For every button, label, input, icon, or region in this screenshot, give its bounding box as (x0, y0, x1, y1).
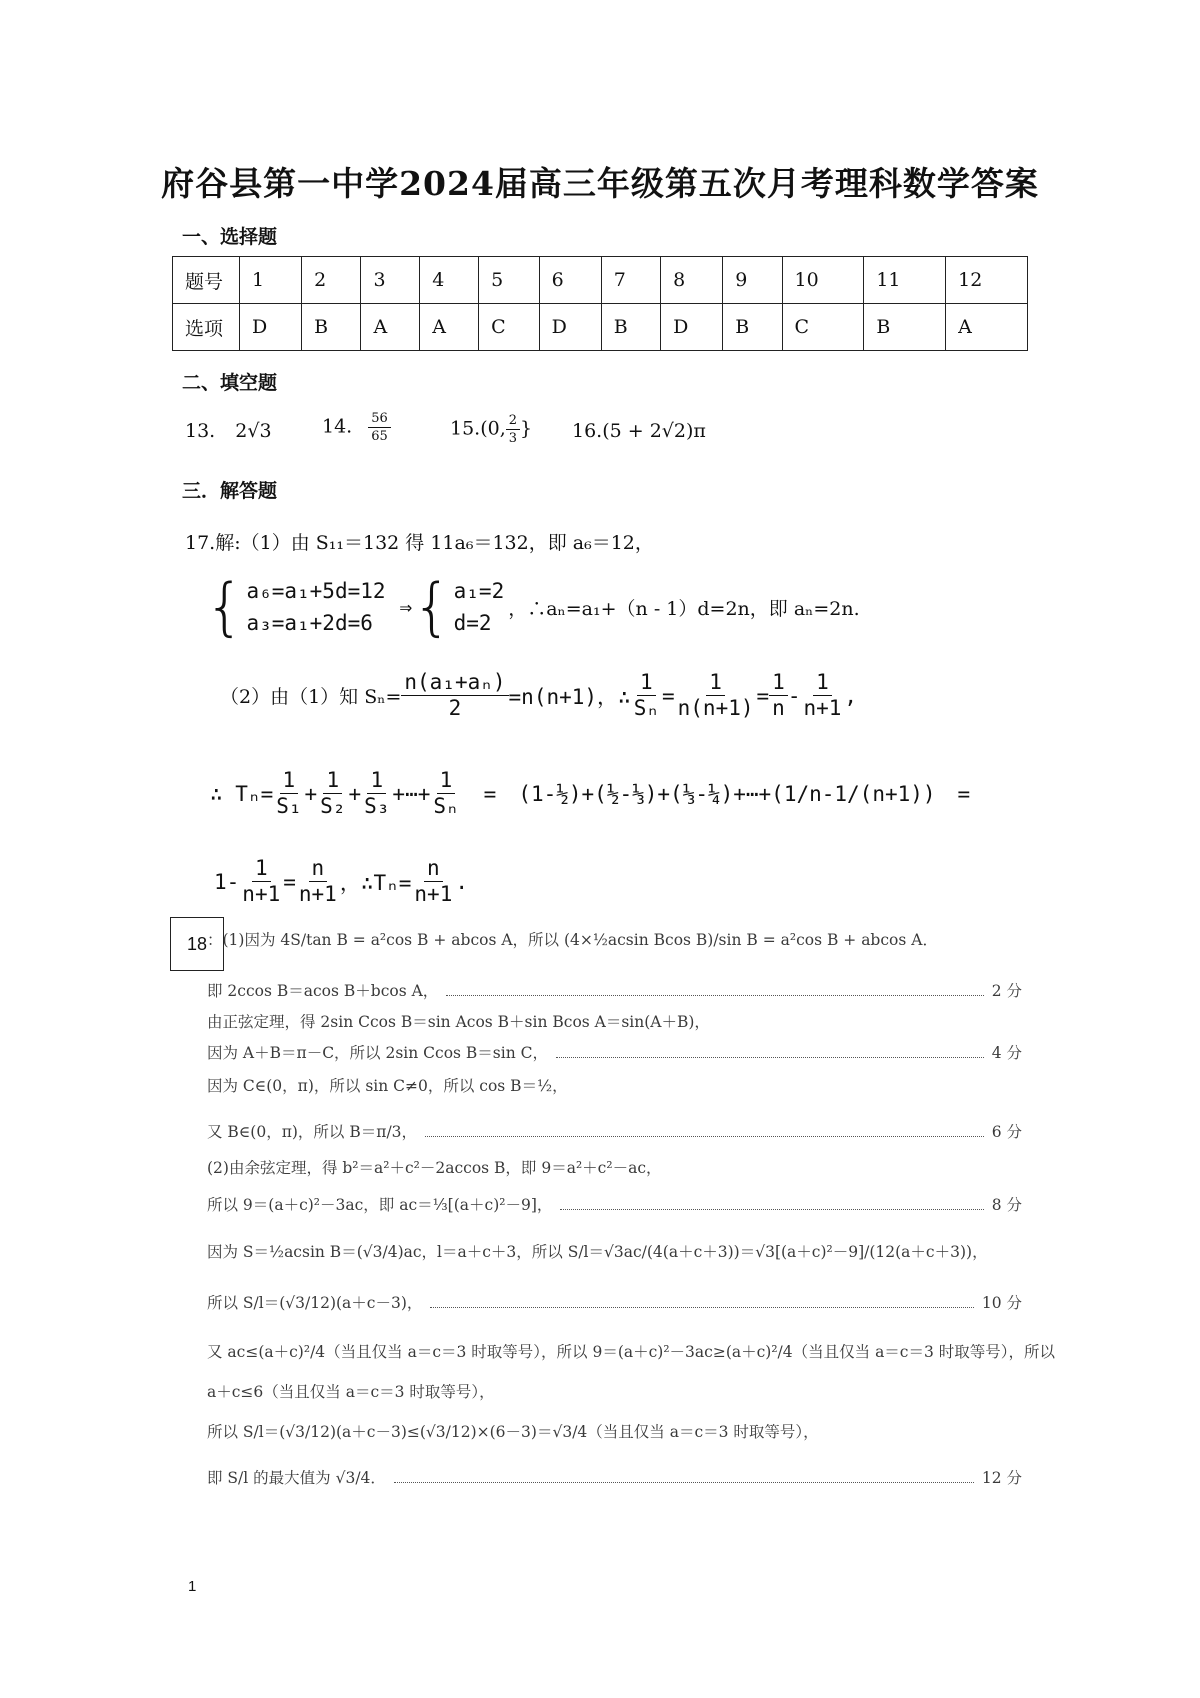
answer-cell: D (661, 304, 723, 351)
system-eq-1: a₆=a₁+5d=12 (246, 579, 386, 603)
fill-q15 (450, 414, 532, 445)
numerator: 1 (280, 770, 299, 794)
q18-line-text: 由正弦定理，得 2sin Ccos B＝sin Acos B＋sin Bcos A＝sin(A＋B)， (207, 1013, 710, 1031)
q18-line-text: 因为 A＋B＝π－C，所以 2sin Ccos B＝sin C， (207, 1044, 548, 1062)
implies-arrow: ⇒ (399, 595, 413, 619)
q15-label: 15.(0, (450, 417, 506, 440)
score-label: 6 分 (991, 1123, 1022, 1141)
system-solution (454, 579, 505, 635)
q17-part2: （2）由（1）知 Sₙ= $\frac{\text{n(a₁+aₙ)}}{2}$ =n(n+1)，∴ $\frac{1}{\text{Sₙ}}$ = $\frac{1}{n(n+1)}$ = $\frac{1}{n}$ - $\frac{1}{n+1}$ , (220, 670, 858, 720)
solution-d: d=2 (453, 611, 492, 635)
final-prefix: 1- (214, 869, 240, 894)
q18-line (207, 1041, 1022, 1063)
numerator: n (309, 858, 328, 882)
q18-line (207, 1466, 1022, 1488)
fill-q13 (185, 420, 272, 442)
numerator: n (424, 858, 443, 882)
score-label: 12 分 (981, 1469, 1022, 1487)
answer-table (172, 256, 1028, 351)
answer-cell: D (539, 304, 601, 351)
question-number-cell: 8 (661, 257, 723, 304)
denominator: n(n+1) (677, 696, 754, 720)
row-label: 选项 (173, 304, 240, 351)
denominator: n+1 (298, 882, 337, 906)
page-number: 1 (188, 1578, 197, 1595)
numerator: 1 (769, 672, 788, 696)
q18-line (207, 1074, 1022, 1096)
q18-line (207, 1291, 1022, 1313)
denominator: n+1 (803, 696, 842, 720)
section-fill-heading: 二、填空题 (182, 372, 278, 394)
frac-1-nn1 (675, 672, 757, 719)
p2-prefix: （2）由（1）知 Sₙ= (220, 686, 402, 708)
leader-dots (425, 1136, 984, 1137)
leader-dots (560, 1209, 983, 1210)
fill-q14 (322, 412, 391, 443)
leader-dots (394, 1482, 974, 1483)
left-brace-icon: { (205, 570, 245, 643)
q18-line (207, 979, 1022, 1001)
final-frac-2 (296, 858, 340, 905)
denominator: n+1 (242, 882, 281, 906)
q15-denominator: 3 (508, 431, 518, 446)
final-frac-1 (239, 858, 283, 905)
score-label: 2 分 (991, 982, 1022, 1000)
q17-line1: 17.解:（1）由 S₁₁＝132 得 11a₆＝132，即 a₆＝12， (185, 532, 654, 554)
q18-line (207, 1010, 1022, 1032)
q18-line-text: ：(1)因为 4S/tan B = a²cos B + abcos A，所以 (4×½acsin Bcos B)/sin B = a²cos B + abcos A． (207, 931, 938, 949)
question-number-cell: 5 (479, 257, 540, 304)
q17-system (205, 568, 860, 646)
answer-cell: D (240, 304, 302, 351)
q15-close: } (520, 417, 533, 440)
answer-cell: B (723, 304, 782, 351)
page-title: 府谷县第一中学2024届高三年级第五次月考理科数学答案 (161, 164, 1039, 203)
numerator: 1 (252, 858, 271, 882)
system-eq-2: a₃=a₁+2d=6 (246, 611, 373, 635)
leader-dots (446, 995, 983, 996)
q18-line-text: 即 2ccos B＝acos B＋bcos A， (207, 982, 439, 1000)
numerator: 1 (323, 770, 342, 794)
denominator: S₂ (320, 794, 346, 818)
answer-cell: C (782, 304, 864, 351)
answer-cell: A (946, 304, 1028, 351)
sn-fraction (401, 672, 508, 719)
tn-term-1 (273, 770, 304, 817)
tn-term-3 (361, 770, 392, 817)
q18-line (207, 1340, 1056, 1362)
q18-line-text: 所以 9＝(a＋c)²－3ac，即 ac＝⅓[(a＋c)²－9]， (207, 1196, 553, 1214)
q18-line-text: 因为 C∈(0，π)，所以 sin C≠0，所以 cos B＝½， (207, 1077, 568, 1095)
q18-line-text: 即 S/l 的最大值为 √3/4． (207, 1469, 386, 1487)
question-number-cell: 2 (302, 257, 361, 304)
denominator: S₁ (276, 794, 302, 818)
question-number-cell: 9 (723, 257, 782, 304)
question-number-cell: 4 (420, 257, 479, 304)
q18-line-text: a＋c≤6（当且仅当 a＝c＝3 时取等号）， (207, 1383, 495, 1401)
score-label: 4 分 (991, 1044, 1022, 1062)
q18-line (207, 928, 1022, 950)
denominator: n+1 (414, 882, 453, 906)
q18-line-text: 又 B∈(0，π)，所以 B＝π/3， (207, 1123, 418, 1141)
final-end: . (455, 869, 468, 894)
tn-prefix: ∴ Tₙ= (210, 781, 274, 806)
q18-line (207, 1156, 1022, 1178)
leader-dots (430, 1307, 973, 1308)
question-number-cell: 1 (240, 257, 302, 304)
q18-number-box: 18 (170, 917, 224, 971)
score-label: 8 分 (991, 1196, 1022, 1214)
table-row (173, 304, 1028, 351)
question-number-cell: 7 (601, 257, 660, 304)
answer-cell: B (601, 304, 660, 351)
numerator: 1 (813, 672, 832, 696)
q13-label: 13. (185, 420, 216, 442)
answer-cell: B (302, 304, 361, 351)
q14-denominator: 65 (371, 429, 388, 444)
q18-line-text: (2)由余弦定理，得 b²＝a²＋c²－2accos B，即 9＝a²＋c²－ac， (207, 1159, 662, 1177)
q18-line-text: 又 ac≤(a＋c)²/4（当且仅当 a＝c＝3 时取等号），所以 9＝(a＋c)²－3ac≥(a＋c)²/4（当且仅当 a＝c＝3 时取等号），所以 (207, 1343, 1056, 1361)
q18-line-text: 所以 S/l＝(√3/12)(a＋c－3)， (207, 1294, 423, 1312)
question-number-cell: 6 (539, 257, 601, 304)
denominator: S₃ (364, 794, 390, 818)
frac-1-n1 (800, 672, 844, 719)
frac-1-sn (631, 672, 662, 719)
denominator: Sₙ (633, 696, 659, 720)
q14-numerator: 56 (368, 412, 391, 428)
denominator: Sₙ (433, 794, 459, 818)
frac-1-n (769, 672, 788, 719)
p2-mid: =n(n+1)，∴ (508, 684, 631, 709)
sn-numerator: n(a₁+aₙ) (401, 672, 508, 696)
answer-cell: A (361, 304, 420, 351)
tn-equals-2: = (957, 781, 971, 806)
q15-numerator: 2 (506, 414, 520, 430)
fill-q16: 16.(5 + 2√2)π (572, 420, 706, 442)
q18-line-text: 因为 S＝½acsin B＝(√3/4)ac，l＝a＋c＋3，所以 S/l＝√3ac/(4(a＋c＋3))＝√3[(a＋c)²－9]/(12(a＋c＋3))， (207, 1243, 988, 1261)
final-mid: ，∴Tₙ= (339, 870, 412, 895)
numerator: 1 (437, 770, 456, 794)
numerator: 1 (706, 672, 725, 696)
q17-final-line: 1- $\frac{1}{n+1}$ = $\frac{n}{n+1}$ ，∴Tₙ= $\frac{n}{n+1}$ . (214, 856, 468, 906)
q18-line (207, 1420, 1022, 1442)
answer-cell: C (479, 304, 540, 351)
answer-cell: A (420, 304, 479, 351)
tn-rhs: (1-½)+(½-⅓)+(⅓-¼)+⋯+(1/n-1/(n+1)) (518, 781, 936, 806)
system-equations (246, 579, 385, 635)
tn-term-n (430, 770, 461, 817)
q18-line (207, 1120, 1022, 1142)
numerator: 1 (367, 770, 386, 794)
solution-a1: a₁=2 (453, 579, 505, 603)
sn-denominator: 2 (448, 696, 462, 720)
q14-label: 14. (322, 415, 353, 438)
score-label: 10 分 (981, 1294, 1022, 1312)
left-brace-icon: { (412, 570, 452, 643)
q18-line (207, 1240, 1022, 1262)
question-number-cell: 12 (946, 257, 1028, 304)
final-frac-3 (411, 858, 455, 905)
question-number-cell: 3 (361, 257, 420, 304)
section-solve-heading: 三．解答题 (182, 480, 278, 502)
row-label: 题号 (173, 257, 240, 304)
q18-line (207, 1380, 1022, 1402)
question-number-cell: 11 (864, 257, 946, 304)
q13-answer: 2√3 (235, 420, 272, 442)
q14-fraction (368, 412, 391, 443)
denominator: n (772, 696, 785, 720)
answer-cell: B (864, 304, 946, 351)
question-number-cell: 10 (782, 257, 864, 304)
q18-line (207, 1193, 1022, 1215)
section-choice-heading: 一、选择题 (182, 226, 278, 248)
numerator: 1 (637, 672, 656, 696)
q17-conclusion: ，∴aₙ=a₁+（n - 1）d=2n，即 aₙ=2n. (508, 597, 860, 620)
q15-fraction (506, 414, 520, 445)
tn-equals: = (483, 781, 497, 806)
leader-dots (556, 1057, 984, 1058)
table-row (173, 257, 1028, 304)
q17-tn-line: ∴ Tₙ= $\frac{1}{\text{S₁}}$ + $\frac{1}{\text{S₂}}$ + $\frac{1}{\text{S₃}}$ +⋯+ $\frac{1}{\text{Sₙ}}$ = (1-½)+(½-⅓)+(⅓-¼)+⋯+(1/n-1/(n+1)) = (210, 768, 971, 818)
q18-line-text: 所以 S/l＝(√3/12)(a＋c－3)≤(√3/12)×(6－3)＝√3/4（当且仅当 a＝c＝3 时取等号）， (207, 1423, 819, 1441)
tn-term-2 (317, 770, 348, 817)
